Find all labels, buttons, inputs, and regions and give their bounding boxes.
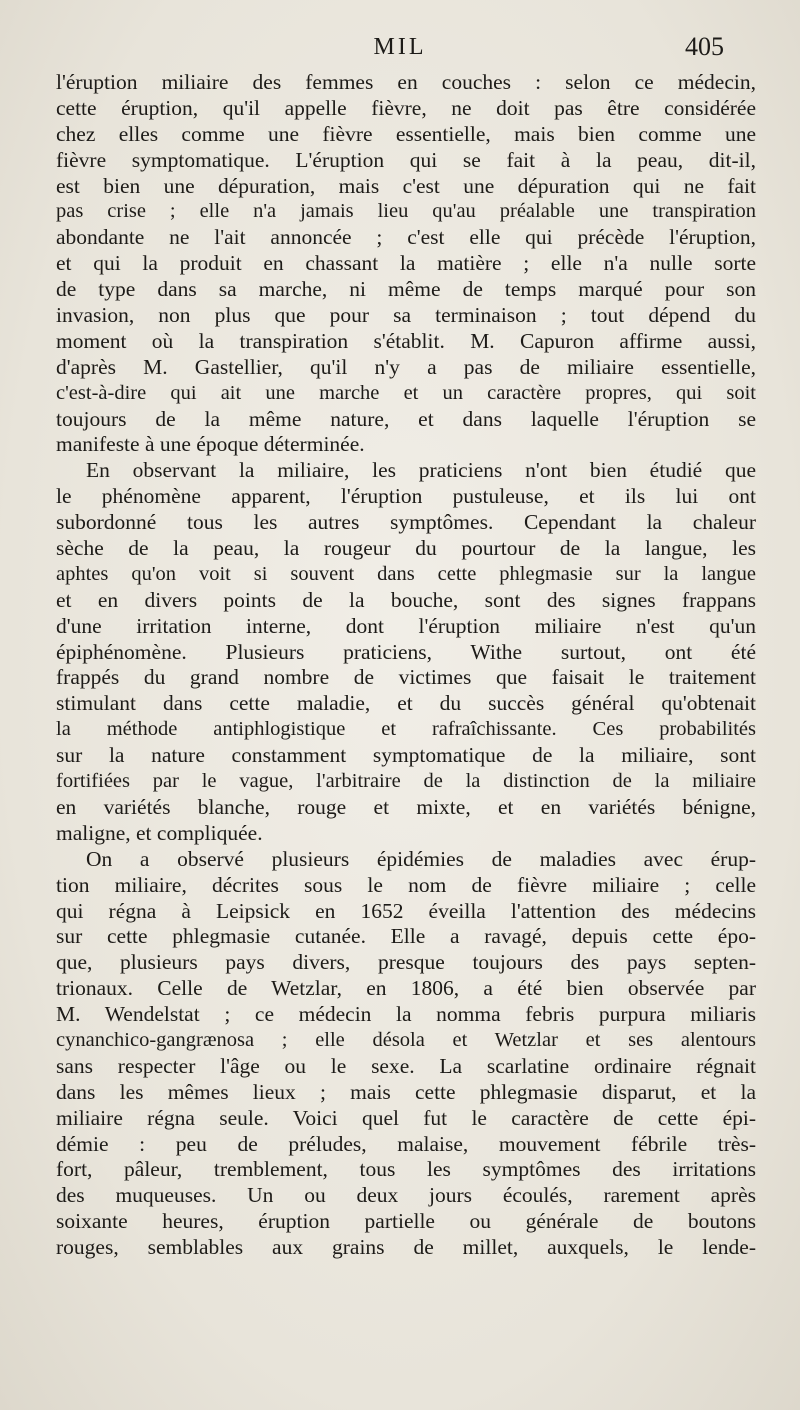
text-line: trionaux. Celle de Wetzlar, en 1806, a été bien observée par — [56, 976, 756, 1001]
text-line: et qui la produit en chassant la matière ; elle n'a nulle sorte — [56, 251, 756, 276]
text-line: subordonné tous les autres symptômes. Cependant la chaleur — [56, 510, 756, 535]
text-line: En observant la miliaire, les praticiens n'ont bien étudié que — [86, 458, 756, 483]
text-line: On a observé plusieurs épidémies de maladies avec érup- — [86, 846, 756, 871]
text-line: dans les mêmes lieux ; mais cette phlegmasie disparut, et la — [56, 1079, 756, 1104]
text-line: l'éruption miliaire des femmes en couches : selon ce médecin, — [56, 70, 756, 94]
text-line: sèche de la peau, la rougeur du pourtour de la langue, les — [56, 536, 756, 561]
text-line: stimulant dans cette maladie, et du succès général qu'obtenait — [56, 691, 756, 716]
running-head: MIL — [373, 34, 427, 60]
text-line: que, plusieurs pays divers, presque toujours des pays septen- — [56, 950, 756, 975]
text-line: aphtes qu'on voit si souvent dans cette phlegmasie sur la langue — [56, 562, 756, 585]
text-line: frappés du grand nombre de victimes que faisait le traitement — [56, 665, 756, 690]
text-line: qui régna à Leipsick en 1652 éveilla l'attention des médecins — [56, 898, 756, 923]
text-line: d'une irritation interne, dont l'éruption miliaire n'est qu'un — [56, 613, 756, 638]
text-line: tion miliaire, décrites sous le nom de fièvre miliaire ; celle — [56, 872, 756, 897]
page-header — [0, 30, 800, 70]
text-line: chez elles comme une fièvre essentielle, mais bien comme une — [56, 121, 756, 146]
text-line: et en divers points de la bouche, sont des signes frappans — [56, 587, 756, 612]
text-line: fort, pâleur, tremblement, tous les symptômes des irritations — [56, 1157, 756, 1182]
text-line: épiphénomène. Plusieurs praticiens, Withe surtout, ont été — [56, 639, 756, 664]
text-line: moment où la transpiration s'établit. M. Capuron affirme aussi, — [56, 328, 756, 353]
text-line: pas crise ; elle n'a jamais lieu qu'au préalable une transpiration — [56, 200, 756, 223]
text-line: abondante ne l'ait annoncée ; c'est elle qui précède l'éruption, — [56, 225, 756, 250]
text-line: fortifiées par le vague, l'arbitraire de la distinction de la miliaire — [56, 770, 756, 793]
text-line: manifeste à une époque déterminée. — [56, 432, 365, 457]
text-line: des muqueuses. Un ou deux jours écoulés, rarement après — [56, 1183, 756, 1208]
text-line: fièvre symptomatique. L'éruption qui se fait à la peau, dit-il, — [56, 147, 756, 172]
text-line: démie : peu de préludes, malaise, mouvement fébrile très- — [56, 1131, 756, 1156]
text-line: soixante heures, éruption partielle ou générale de boutons — [56, 1209, 756, 1234]
text-line: en variétés blanche, rouge et mixte, et en variétés bénigne, — [56, 794, 756, 819]
text-line: sur la nature constamment symptomatique de la miliaire, sont — [56, 743, 756, 768]
page-number: 405 — [685, 32, 724, 61]
text-line: cynanchico-gangrænosa ; elle désola et Wetzlar et ses alentours — [56, 1028, 756, 1051]
text-line: miliaire régna seule. Voici quel fut le caractère de cette épi- — [56, 1105, 756, 1130]
text-line: est bien une dépuration, mais c'est une dépuration qui ne fait — [56, 173, 756, 198]
text-line: rouges, semblables aux grains de millet, auxquels, le lende- — [56, 1235, 756, 1260]
text-line: toujours de la même nature, et dans laquelle l'éruption se — [56, 406, 756, 431]
text-line: maligne, et compliquée. — [56, 820, 263, 845]
body-text — [56, 70, 756, 1261]
text-line: c'est-à-dire qui ait une marche et un caractère propres, qui soit — [56, 381, 756, 404]
text-line: sur cette phlegmasie cutanée. Elle a ravagé, depuis cette épo- — [56, 924, 756, 949]
text-line: M. Wendelstat ; ce médecin la nomma febris purpura miliaris — [56, 1002, 756, 1027]
text-line: sans respecter l'âge ou le sexe. La scarlatine ordinaire régnait — [56, 1053, 756, 1078]
text-line: de type dans sa marche, ni même de temps marqué pour son — [56, 277, 756, 302]
text-line: d'après M. Gastellier, qu'il n'y a pas de miliaire essentielle, — [56, 354, 756, 379]
text-line: cette éruption, qu'il appelle fièvre, ne doit pas être considérée — [56, 95, 756, 120]
text-line: la méthode antiphlogistique et rafraîchissante. Ces probabilités — [56, 718, 756, 741]
text-line: le phénomène apparent, l'éruption pustuleuse, et ils lui ont — [56, 484, 756, 509]
text-line: invasion, non plus que pour sa terminaison ; tout dépend du — [56, 303, 756, 328]
